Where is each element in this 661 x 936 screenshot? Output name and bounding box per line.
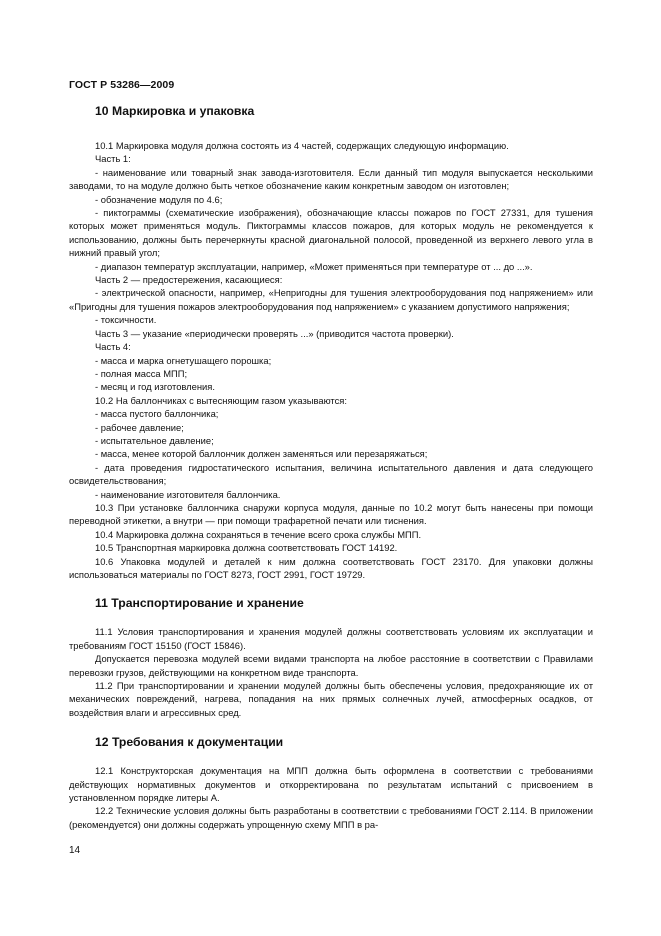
paragraph: Часть 2 — предостережения, касающиеся: xyxy=(95,274,283,286)
paragraph: - масса, менее которой баллончик должен заменяться или перезаряжаться; xyxy=(95,448,428,460)
paragraph: - наименование изготовителя баллончика. xyxy=(95,488,281,500)
paragraph: Часть 1: xyxy=(95,153,131,165)
page-number: 14 xyxy=(69,845,81,856)
section-10-heading-block xyxy=(69,103,593,139)
page-content xyxy=(69,103,593,831)
section-heading: 12 Требования к документации xyxy=(95,735,284,750)
paragraph: 10.6 Упаковка модулей и деталей к ним должна соответствовать ГОСТ 23170. Для упаковки должны использоваться материалы по ГОСТ 8273, ГОСТ 2991, ГОСТ 19729. xyxy=(69,555,593,580)
section-11-heading-block xyxy=(69,581,593,625)
paragraph: - рабочее давление; xyxy=(95,421,184,433)
paragraph: - диапазон температур эксплуатации, например, «Может применяться при температуре от ... до ...». xyxy=(95,260,533,272)
paragraph: - полная масса МПП; xyxy=(95,367,188,379)
paragraph: 10.2 На баллончиках с вытесняющим газом указываются: xyxy=(95,394,347,406)
section-12-heading-block xyxy=(69,719,593,764)
paragraph: 10.1 Маркировка модуля должна состоять из 4 частей, содержащих следующую информацию. xyxy=(95,140,509,151)
paragraph: 12.2 Технические условия должны быть разработаны в соответствии с требованиями ГОСТ 2.114. В приложении (рекомендуется) они должны содержать упрощенную схему МПП в ра- xyxy=(69,805,593,830)
paragraph: - дата проведения гидростатического испытания, величина испытательного давления и дата следующего освидетельствования; xyxy=(69,461,593,487)
paragraph: Часть 3 — указание «периодически проверять ...» (приводится частота проверки). xyxy=(95,327,454,339)
paragraph: - пиктограммы (схематические изображения), обозначающие классы пожаров по ГОСТ 27331, для тушения которых может применяться модуль. Пиктограммы классов пожаров, для которых модуль не рекомендуется к использованию, должны быть перечеркнуты красной диагональной полосой, проведенной из верхнего левого угла в нижний правый угол; xyxy=(69,207,593,259)
paragraph: - масса и марка огнетушащего порошка; xyxy=(95,354,272,366)
paragraph: - наименование или товарный знак завода-изготовителя. Если данный тип модуля выпускается несколькими заводами, то на модуле должно быть четкое обозначение каким конкретным заводом он изготовлен; xyxy=(69,166,593,192)
section-heading: 11 Транспортирование и хранение xyxy=(95,596,304,611)
paragraph: Допускается перевозка модулей всеми видами транспорта на любое расстояние в соответствии с Правилами перевозки грузов, действующими на конкретном виде транспорта. xyxy=(69,653,593,678)
paragraph: - месяц и год изготовления. xyxy=(95,381,215,393)
paragraph: 10.5 Транспортная маркировка должна соответствовать ГОСТ 14192. xyxy=(95,542,398,554)
paragraph: 11.2 При транспортировании и хранении модулей должны быть обеспечены условия, предохраняющие их от механических повреждений, нагрева, попадания на них прямых солнечных лучей, атмосферных осадков, от воздействия влаги и агрессивных сред. xyxy=(69,680,593,718)
section-heading: 10 Маркировка и упаковка xyxy=(95,104,255,118)
paragraph: Часть 4: xyxy=(95,341,131,353)
paragraph: 10.4 Маркировка должна сохраняться в течение всего срока службы МПП. xyxy=(95,528,422,540)
paragraph: 10.3 При установке баллончика снаружи корпуса модуля, данные по 10.2 могут быть нанесены при помощи переводной этикетки, а внутри — при помощи трафаретной печати или тиснения. xyxy=(69,501,593,527)
paragraph: - масса пустого баллончика; xyxy=(95,408,219,420)
paragraph: - токсичности. xyxy=(95,314,157,326)
paragraph: - обозначение модуля по 4.6; xyxy=(95,193,223,205)
paragraph: 12.1 Конструкторская документация на МПП должна быть оформлена в соответствии с требованиями действующих нормативных документов и откорректирована по результатам испытаний с присвоением в установленном порядке литеры А. xyxy=(69,765,593,804)
standard-header: ГОСТ Р 53286—2009 xyxy=(69,79,175,91)
paragraph: - испытательное давление; xyxy=(95,434,214,446)
paragraph: 11.1 Условия транспортирования и хранения модулей должны соответствовать условиям их эксплуатации и требованиям ГОСТ 15150 (ГОСТ 15846). xyxy=(69,626,593,651)
paragraph: - электрической опасности, например, «Непригодны для тушения электрооборудования под напряжением» или «Пригодны для тушения пожаров электрооборудования под напряжением» с указанием допустимого напряжения; xyxy=(69,287,593,312)
